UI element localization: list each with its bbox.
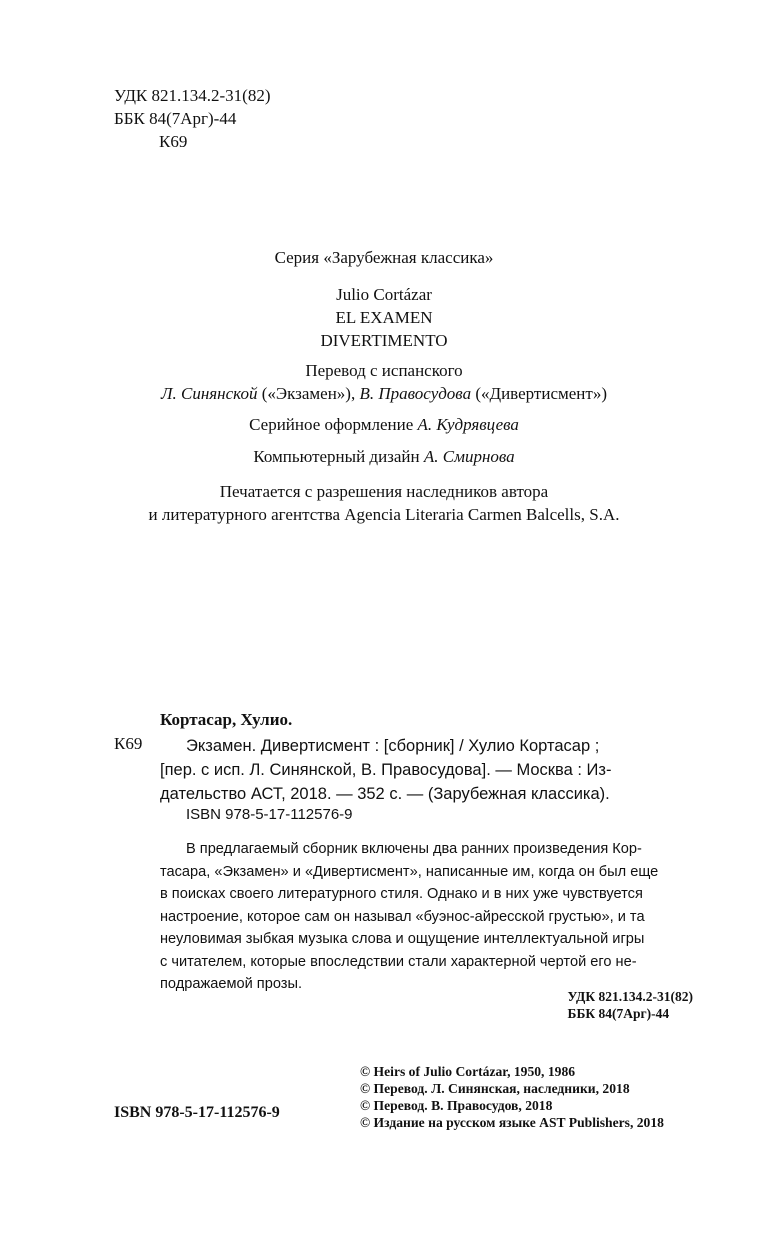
annotation-line: в поисках своего литературного стиля. Однако и в них уже чувствуется [160, 886, 643, 902]
annotation-line: тасара, «Экзамен» и «Дивертисмент», написанные им, когда он был еще [160, 863, 659, 880]
translator-2: В. Правосудова [359, 384, 472, 403]
catalog-author-mark: К69 [114, 734, 143, 753]
annotation-line: неуловимая зыбкая музыка слова и ощущение интеллектуальной игры [160, 931, 645, 947]
original-title-line-1: EL EXAMEN [335, 308, 433, 327]
copyright-line: © Издание на русском языке AST Publishers, 2018 [360, 1115, 664, 1130]
bib-line: Экзамен. Дивертисмент : [сборник] / Хулио Кортасар ; [186, 737, 600, 755]
translator-1-work: («Экзамен»), [257, 384, 360, 403]
series-designer: А. Кудрявцева [417, 415, 519, 434]
copyright-line: © Перевод. В. Правосудов, 2018 [360, 1098, 553, 1113]
catalog-bbk: ББК 84(7Арг)-44 [567, 1006, 670, 1021]
author-mark: К69 [159, 132, 188, 151]
permission-note [0, 480, 768, 526]
series-design-label: Серийное оформление [249, 415, 418, 434]
catalog-classification-codes [568, 988, 693, 1022]
translation-credit [0, 359, 768, 405]
annotation-line: подражаемой прозы. [160, 976, 303, 992]
translation-label: Перевод с испанского [305, 361, 463, 380]
series-name: Серия «Зарубежная классика» [274, 248, 494, 267]
catalog-isbn: ISBN 978-5-17-112576-9 [186, 806, 353, 823]
annotation-line: В предлагаемый сборник включены два ранних произведения Кор- [186, 841, 642, 857]
computer-designer: А. Смирнова [423, 447, 515, 466]
main-isbn: ISBN 978-5-17-112576-9 [114, 1104, 280, 1121]
permission-line-1: Печатается с разрешения наследников автора [219, 482, 549, 501]
computer-design-label: Компьютерный дизайн [253, 447, 424, 466]
original-author [0, 283, 768, 306]
computer-design-credit [0, 445, 768, 468]
bib-line: дательство АСТ, 2018. — 352 с. — (Зарубежная классика). [160, 785, 610, 803]
udk-code: УДК 821.134.2-31(82) [114, 86, 271, 105]
bib-line: [пер. с исп. Л. Синянской, В. Правосудова]. — Москва : Из- [160, 761, 612, 779]
copyright-block [360, 1063, 664, 1131]
original-title-line-2: DIVERTIMENTO [320, 331, 448, 350]
permission-line-2: и литературного агентства Agencia Literaria Carmen Balcells, S.A. [148, 505, 620, 524]
copyright-line: © Перевод. Л. Синянская, наследники, 2018 [360, 1081, 630, 1096]
series-line [0, 246, 768, 269]
top-classification-codes [114, 84, 271, 153]
series-design-credit [0, 413, 768, 436]
bibliographic-description [160, 734, 693, 806]
annotation [160, 838, 693, 996]
original-author-text: Julio Cortázar [336, 285, 432, 304]
translator-1: Л. Синянской [160, 384, 258, 403]
translator-2-work: («Дивертисмент») [471, 384, 607, 403]
catalog-author-heading: Кортасар, Хулио. [160, 710, 293, 729]
copyright-line: © Heirs of Julio Cortázar, 1950, 1986 [360, 1064, 576, 1079]
annotation-line: настроение, которое сам он называл «буэнос-айресской грустью», и та [160, 908, 645, 925]
translators-line [0, 382, 768, 405]
catalog-udk: УДК 821.134.2-31(82) [567, 989, 693, 1004]
bbk-code: ББК 84(7Арг)-44 [114, 109, 237, 128]
annotation-line: с читателем, которые впоследствии стали характерной чертой его не- [160, 953, 637, 970]
original-title [0, 306, 768, 352]
